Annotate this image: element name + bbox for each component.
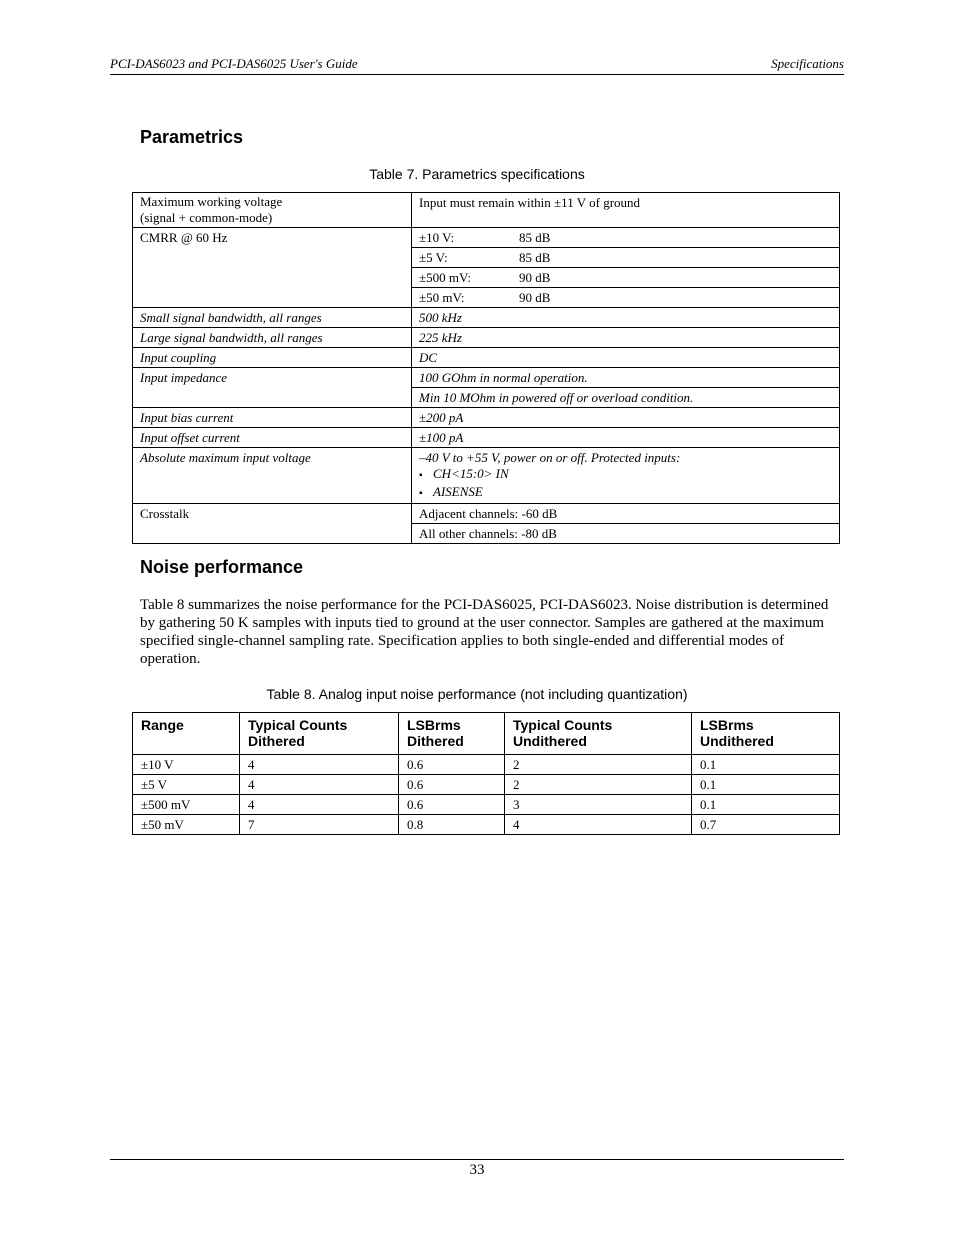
table-row xyxy=(133,775,840,795)
table-cell: Min 10 MOhm in powered off or overload condition. xyxy=(412,388,840,408)
table-cell: 0.6 xyxy=(399,755,505,775)
table-row xyxy=(133,328,840,348)
header-title: PCI-DAS6023 and PCI-DAS6025 User's Guide xyxy=(110,56,358,71)
page-number: 33 xyxy=(469,1162,485,1178)
noise-paragraph: Table 8 summarizes the noise performance for the PCI-DAS6025, PCI-DAS6023. Noise distribution is determined by gathering 50 K samples with inputs tied to ground at the user connector. Samples are gathered at the maximum specified single-channel sampling rate. Specification applies to both single-ended and differential modes of operation. xyxy=(140,597,829,667)
table-row xyxy=(133,815,840,835)
table-row xyxy=(133,428,840,448)
noise-table xyxy=(132,712,840,835)
table-cell: Small signal bandwidth, all ranges xyxy=(133,308,412,328)
table-cell: 0.1 xyxy=(692,775,840,795)
table-cell: ±200 pA xyxy=(412,408,840,428)
column-header: Typical Counts Dithered xyxy=(240,713,399,755)
table-row xyxy=(133,368,840,388)
table-cell: CMRR @ 60 Hz xyxy=(133,228,412,308)
table-cell: 0.1 xyxy=(692,795,840,815)
table-cell: ±10 V: 85 dB xyxy=(412,228,840,248)
noise-heading: Noise performance xyxy=(140,557,304,577)
table-cell: ±500 mV xyxy=(133,795,240,815)
table-row xyxy=(133,755,840,775)
table-cell: 500 kHz xyxy=(412,308,840,328)
table-cell: 0.8 xyxy=(399,815,505,835)
page-header xyxy=(110,55,844,75)
table-cell: 3 xyxy=(505,795,692,815)
table-cell: 0.1 xyxy=(692,755,840,775)
table-cell: 2 xyxy=(505,775,692,795)
table-row xyxy=(133,408,840,428)
table-cell: 0.6 xyxy=(399,775,505,795)
table-cell: Large signal bandwidth, all ranges xyxy=(133,328,412,348)
table-row xyxy=(133,348,840,368)
table-cell: 4 xyxy=(505,815,692,835)
header-section: Specifications xyxy=(771,56,844,71)
table7-caption: Table 7. Parametrics specifications xyxy=(369,166,585,182)
table-row xyxy=(133,504,840,524)
table-cell: 7 xyxy=(240,815,399,835)
table-cell: Maximum working voltage (signal + common-mode) xyxy=(133,193,412,228)
parametrics-heading: Parametrics xyxy=(140,127,244,147)
table-cell: 4 xyxy=(240,775,399,795)
table-cell: Input impedance xyxy=(133,368,412,408)
table-cell: 0.6 xyxy=(399,795,505,815)
table-cell: –40 V to +55 V, power on or off. Protected inputs: ▪ CH<15:0> IN ▪ AISENSE xyxy=(412,448,840,504)
table-row xyxy=(133,228,840,248)
table-cell: Input bias current xyxy=(133,408,412,428)
column-header: Typical Counts Undithered xyxy=(505,713,692,755)
table-cell: Crosstalk xyxy=(133,504,412,544)
table-cell: 100 GOhm in normal operation. xyxy=(412,368,840,388)
table-row xyxy=(133,448,840,504)
table-cell: ±100 pA xyxy=(412,428,840,448)
list-item: ▪ AISENSE xyxy=(419,484,832,502)
list-item: ▪ CH<15:0> IN xyxy=(419,466,832,484)
parametrics-table xyxy=(132,192,840,544)
column-header: LSBrms Dithered xyxy=(399,713,505,755)
table-row xyxy=(133,795,840,815)
protected-inputs-list xyxy=(419,466,832,502)
table-cell: Input offset current xyxy=(133,428,412,448)
column-header: Range xyxy=(133,713,240,755)
table8-caption: Table 8. Analog input noise performance (not including quantization) xyxy=(266,686,688,702)
table-row xyxy=(133,193,840,228)
table-cell: Input must remain within ±11 V of ground xyxy=(412,193,840,228)
table-cell: ±5 V: 85 dB xyxy=(412,248,840,268)
table-cell: 0.7 xyxy=(692,815,840,835)
table-header-row xyxy=(133,713,840,755)
table-cell: 2 xyxy=(505,755,692,775)
table-cell: 4 xyxy=(240,755,399,775)
table-row xyxy=(133,308,840,328)
table-cell: ±5 V xyxy=(133,775,240,795)
table-cell: Input coupling xyxy=(133,348,412,368)
table-cell: DC xyxy=(412,348,840,368)
column-header: LSBrms Undithered xyxy=(692,713,840,755)
table-cell: 225 kHz xyxy=(412,328,840,348)
table-cell: ±50 mV: 90 dB xyxy=(412,288,840,308)
table-cell: All other channels: -80 dB xyxy=(412,524,840,544)
table-cell: ±10 V xyxy=(133,755,240,775)
page-footer xyxy=(110,1159,844,1179)
table-cell: Absolute maximum input voltage xyxy=(133,448,412,504)
table-cell: ±50 mV xyxy=(133,815,240,835)
table-cell: ±500 mV: 90 dB xyxy=(412,268,840,288)
table-cell: 4 xyxy=(240,795,399,815)
table-cell: Adjacent channels: -60 dB xyxy=(412,504,840,524)
